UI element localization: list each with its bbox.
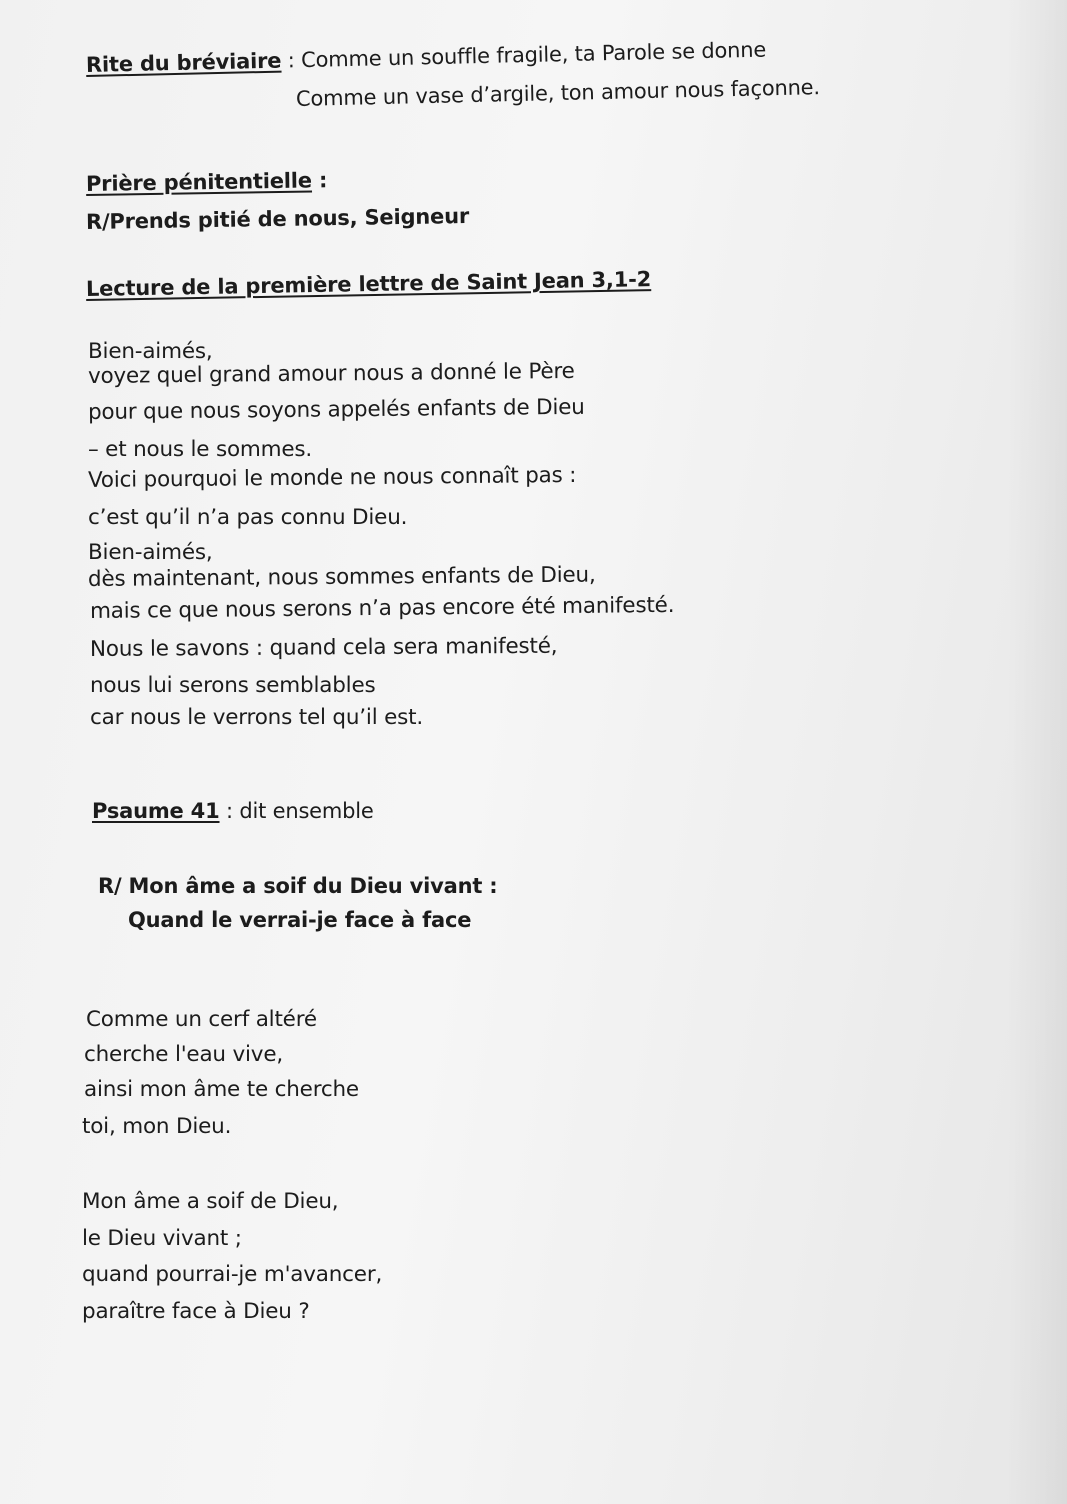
page-shadow	[1007, 0, 1067, 1504]
psaume-stanza1-line: Comme un cerf altéré	[86, 1007, 317, 1032]
rite-line-1	[86, 37, 767, 78]
priere-refrain: R/Prends pitié de nous, Seigneur	[85, 203, 470, 234]
lecture-line: Bien-aimés,	[88, 540, 213, 565]
lecture-line: Bien-aimés,	[88, 339, 213, 364]
rite-line2: Comme un vase d’argile, ton amour nous façonne.	[295, 75, 821, 111]
psaume-stanza1-line: toi, mon Dieu.	[82, 1114, 232, 1139]
lecture-line: car nous le verrons tel qu’il est.	[90, 705, 423, 730]
lecture-line: nous lui serons semblables	[90, 673, 376, 698]
psaume-stanza2-line: paraître face à Dieu ?	[82, 1299, 310, 1324]
rite-label: Rite du bréviaire	[85, 48, 282, 77]
lecture-line: voyez quel grand amour nous a donné le Père	[87, 358, 575, 389]
lecture-line: – et nous le sommes.	[88, 437, 313, 462]
psaume-refrain-2: Quand le verrai-je face à face	[128, 908, 472, 932]
priere-heading	[86, 167, 328, 197]
lecture-title: Lecture de la première lettre de Saint Jean 3,1-2	[85, 267, 652, 301]
psaume-stanza2-line: Mon âme a soif de Dieu,	[82, 1189, 339, 1214]
psaume-refrain-1: R/ Mon âme a soif du Dieu vivant :	[98, 874, 498, 898]
priere-label: Prière pénitentielle	[85, 168, 313, 196]
psaume-heading	[92, 798, 374, 824]
lecture-line: Voici pourquoi le monde ne nous connaît pas :	[87, 462, 577, 493]
rite-line-2	[296, 74, 820, 112]
psaume-stanza2-line: quand pourrai-je m'avancer,	[82, 1262, 383, 1287]
psaume-stanza2-line: le Dieu vivant ;	[82, 1226, 242, 1251]
lecture-line: pour que nous soyons appelés enfants de Dieu	[87, 394, 585, 425]
psaume-rest: : dit ensemble	[219, 799, 374, 823]
rite-line1: Comme un souffle fragile, ta Parole se donne	[300, 37, 767, 73]
lecture-line: c’est qu’il n’a pas connu Dieu.	[88, 505, 408, 530]
lecture-line: mais ce que nous serons n’a pas encore été manifesté.	[89, 592, 675, 624]
psaume-stanza1-line: cherche l'eau vive,	[84, 1042, 283, 1067]
rite-sep: :	[281, 48, 302, 73]
psaume-label: Psaume 41	[92, 799, 220, 823]
priere-sep: :	[311, 168, 328, 193]
lecture-line: dès maintenant, nous sommes enfants de Dieu,	[87, 562, 596, 592]
psaume-stanza1-line: ainsi mon âme te cherche	[84, 1077, 359, 1102]
lecture-line: Nous le savons : quand cela sera manifesté,	[89, 633, 558, 662]
